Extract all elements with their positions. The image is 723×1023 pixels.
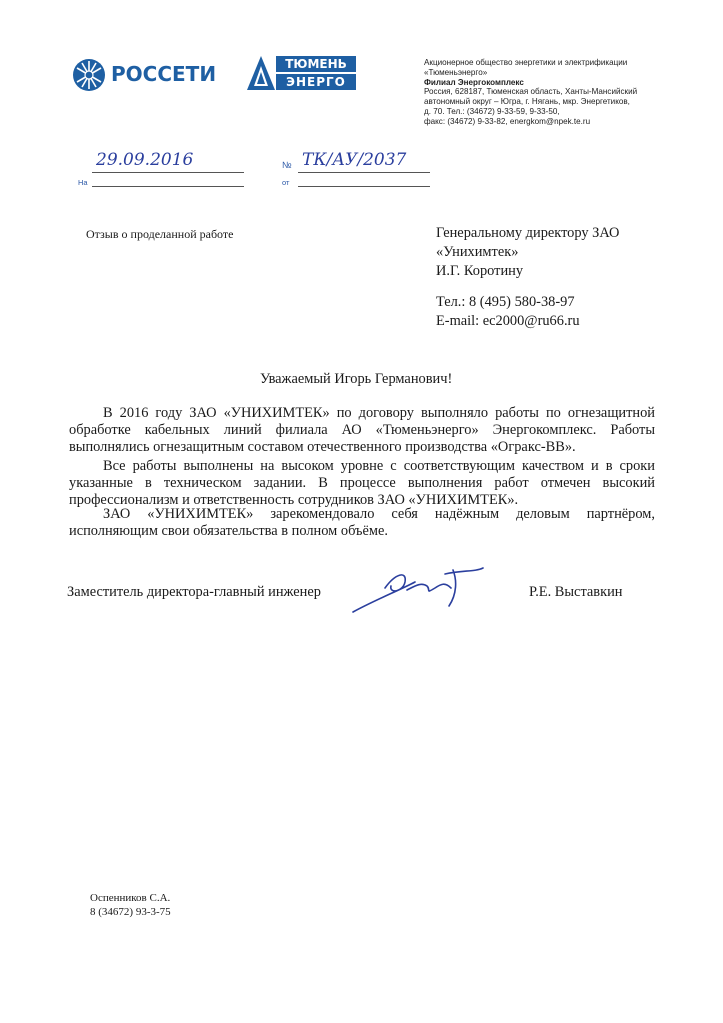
company-line: д. 70. Тел.: (34672) 9-33-59, 9-33-50, (424, 106, 560, 116)
body-paragraph-3: ЗАО «УНИХИМТЕК» зарекомендовало себя надёжным деловым партнёром, исполняющим свои обязательства в полном объёме. (69, 506, 655, 539)
greeting: Уважаемый Игорь Германович! (260, 371, 453, 387)
date-underline (92, 172, 244, 173)
company-info (424, 58, 664, 127)
number-underline (298, 172, 430, 173)
body-paragraph-1: В 2016 году ЗАО «УНИХИМТЕК» по договору выполняло работы по огнезащитной обработке кабельных линий филиала АО «Тюменьэнерго» Энергокомплекс. Работы выполнялись огнезащитным составом отечественного производства «Огракс-ВВ». (69, 405, 655, 455)
company-branch: Филиал Энергокомплекс (424, 77, 524, 87)
body-paragraph-2: Все работы выполнены на высоком уровне с соответствующим качеством и в сроки указанные в техническом задании. В процессе выполнения работ отмечен высокий профессионализм и ответственность сотрудников ЗАО «УНИХИМТЕК». (69, 458, 655, 508)
executor-phone: 8 (34672) 93-3-75 (90, 906, 171, 918)
tyumenenergo-logo (246, 54, 358, 94)
addressee-line: Генеральному директору ЗАО (436, 225, 620, 241)
tyumenenergo-logo-bottom: ЭНЕРГО (276, 74, 356, 90)
addressee-line: «Унихимтек» (436, 244, 519, 260)
number-prefix: № (282, 160, 292, 170)
date-underline-2 (92, 186, 244, 187)
company-line: факс: (34672) 9-33-82, energkom@npek.te.ru (424, 116, 591, 126)
date-label: На (78, 178, 88, 187)
executor-name: Оспенников С.А. (90, 892, 171, 904)
number-underline-2 (298, 186, 430, 187)
signer-position: Заместитель директора-главный инженер (67, 584, 321, 600)
company-line: автономный округ – Югра, г. Нягань, мкр. Энергетиков, (424, 97, 630, 107)
company-line: Россия, 628187, Тюменская область, Ханты-Мансийский (424, 87, 638, 97)
rosseti-logo-text: РОССЕТИ (111, 62, 217, 86)
from-label: от (282, 178, 290, 187)
rosseti-logo (72, 54, 222, 94)
tyumenenergo-logo-top: ТЮМЕНЬ (276, 56, 356, 72)
signer-name: Р.Е. Выставкин (529, 584, 623, 600)
company-line: Акционерное общество энергетики и электрификации (424, 58, 628, 67)
date-value: 29.09.2016 (96, 150, 194, 170)
addressee-email: E-mail: ec2000@ru66.ru (436, 313, 580, 329)
company-line: «Тюменьэнерго» (424, 67, 488, 77)
rosseti-emblem-icon (72, 58, 106, 92)
addressee-line: И.Г. Коротину (436, 263, 524, 279)
addressee (436, 224, 666, 331)
addressee-phone: Тел.: 8 (495) 580-38-97 (436, 294, 575, 310)
executor-block (90, 891, 171, 919)
tyumenenergo-emblem-icon (246, 54, 276, 92)
number-value: ТК/АУ/2037 (302, 150, 407, 170)
handwritten-signature (345, 560, 495, 620)
letter-subject: Отзыв о проделанной работе (86, 227, 234, 241)
